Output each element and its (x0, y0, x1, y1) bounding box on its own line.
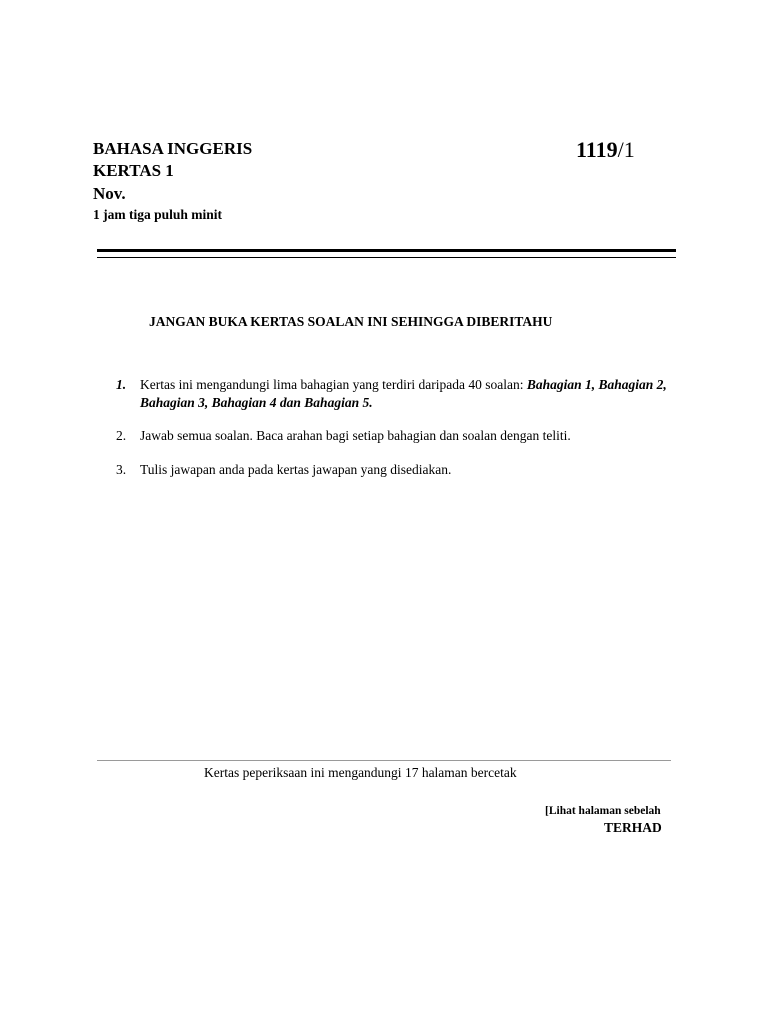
instruction-item (116, 427, 676, 445)
paper-code-number: 1119 (576, 137, 618, 162)
see-next-page-note: [Lihat halaman sebelah (545, 805, 661, 817)
do-not-open-warning: JANGAN BUKA KERTAS SOALAN INI SEHINGGA DIBERITAHU (149, 314, 553, 329)
instruction-item (116, 461, 676, 479)
exam-duration: 1 jam tiga puluh minit (93, 207, 223, 222)
paper-code-suffix: /1 (617, 137, 635, 162)
instruction-number: 3. (116, 462, 127, 477)
instruction-number: 2. (116, 428, 127, 443)
instruction-text (140, 376, 676, 412)
header-rule-thin (97, 257, 676, 258)
paper-code (576, 137, 635, 163)
instruction-text-emphasis: Bahagian 1, Bahagian 2, Bahagian 3, Bahagian 4 dan Bahagian 5. (140, 377, 667, 410)
instruction-text-plain: Kertas ini mengandungi lima bahagian yang terdiri daripada 40 soalan: (140, 377, 527, 392)
exam-session: Nov. (93, 184, 126, 203)
instruction-text: Jawab semua soalan. Baca arahan bagi setiap bahagian dan soalan dengan teliti. (140, 428, 571, 443)
printed-pages-note: Kertas peperiksaan ini mengandungi 17 halaman bercetak (204, 765, 517, 780)
subject-title: BAHASA INGGERIS (93, 139, 253, 158)
classification-label: TERHAD (604, 820, 662, 835)
header-rule-thick (97, 249, 676, 252)
paper-number: KERTAS 1 (93, 161, 174, 180)
footer-rule (97, 760, 671, 761)
instruction-text: Tulis jawapan anda pada kertas jawapan yang disediakan. (140, 462, 452, 477)
instruction-item (116, 376, 676, 412)
instruction-number: 1. (116, 377, 127, 392)
